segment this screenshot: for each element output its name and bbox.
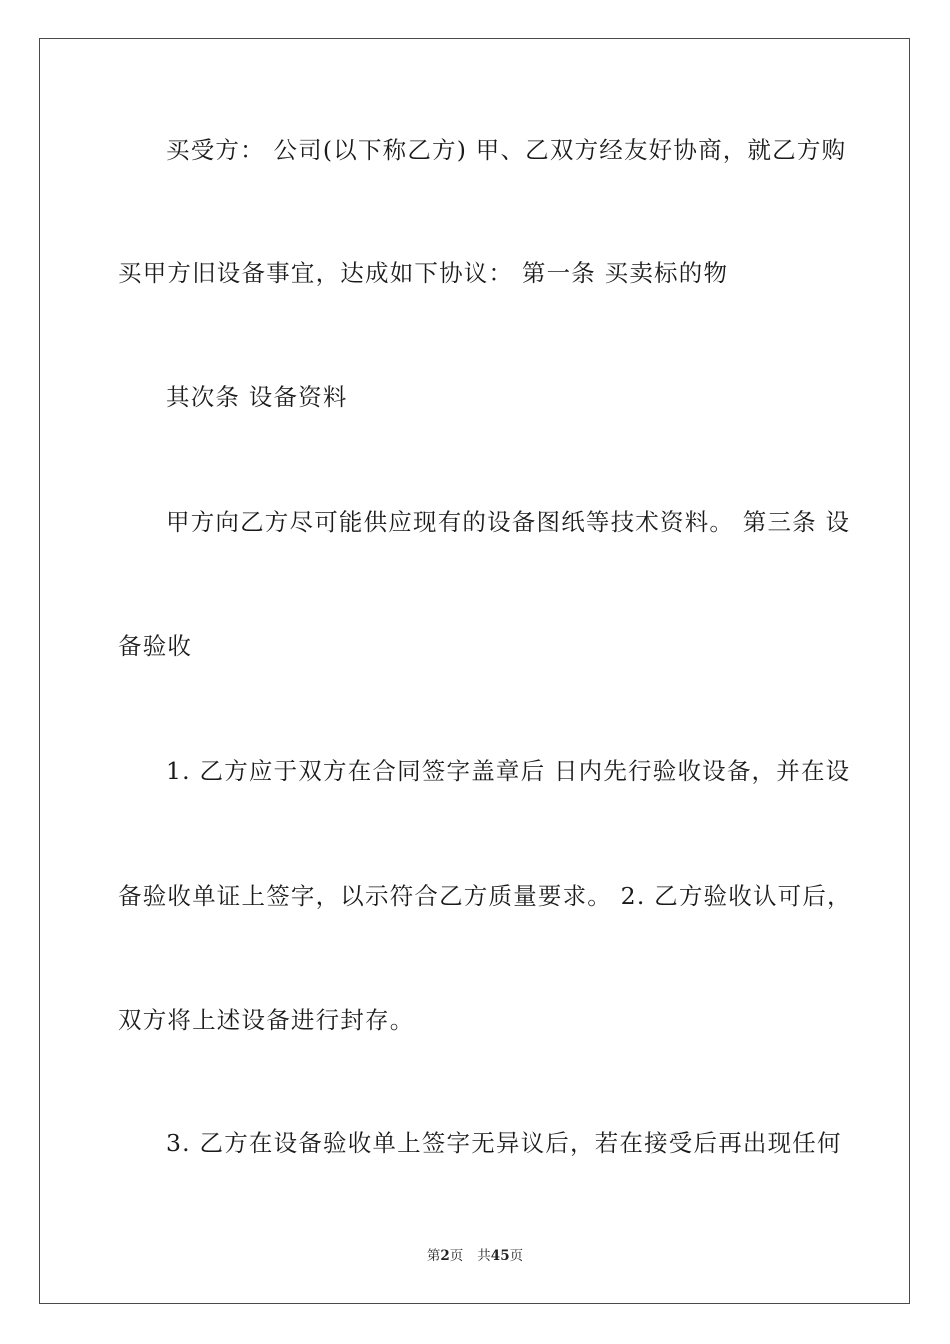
paragraph-line-6: 1. 乙方应于双方在合同签字盖章后 日内先行验收设备，并在设 [166,757,851,785]
paragraph-line-7: 备验收单证上签字，以示符合乙方质量要求。 2. 乙方验收认可后， [118,882,852,910]
paragraph-line-9: 3. 乙方在设备验收单上签字无异议后，若在接受后再出现任何 [166,1129,842,1157]
footer-page-prefix: 第 [426,1248,441,1264]
section-heading-line: 其次条 设备资料 [166,383,348,411]
paragraph-line-4: 甲方向乙方尽可能供应现有的设备图纸等技术资料。 第三条 设 [166,508,851,536]
page-border [39,38,910,1304]
footer-total-pages: 45 [490,1248,510,1264]
paragraph-line-8: 双方将上述设备进行封存。 [118,1006,415,1034]
paragraph-line-5: 备验收 [118,632,193,660]
paragraph-line-2: 买甲方旧设备事宜，达成如下协议： 第一条 买卖标的物 [118,259,729,287]
page-footer [0,1247,950,1265]
paragraph-line-1: 买受方： 公司(以下称乙方) 甲、乙双方经友好协商，就乙方购 [166,136,847,164]
footer-page-number: 2 [440,1248,450,1264]
footer-total-suffix: 页 [509,1248,524,1264]
footer-total-prefix: 共 [477,1248,491,1264]
footer-page-suffix: 页 [449,1248,464,1264]
